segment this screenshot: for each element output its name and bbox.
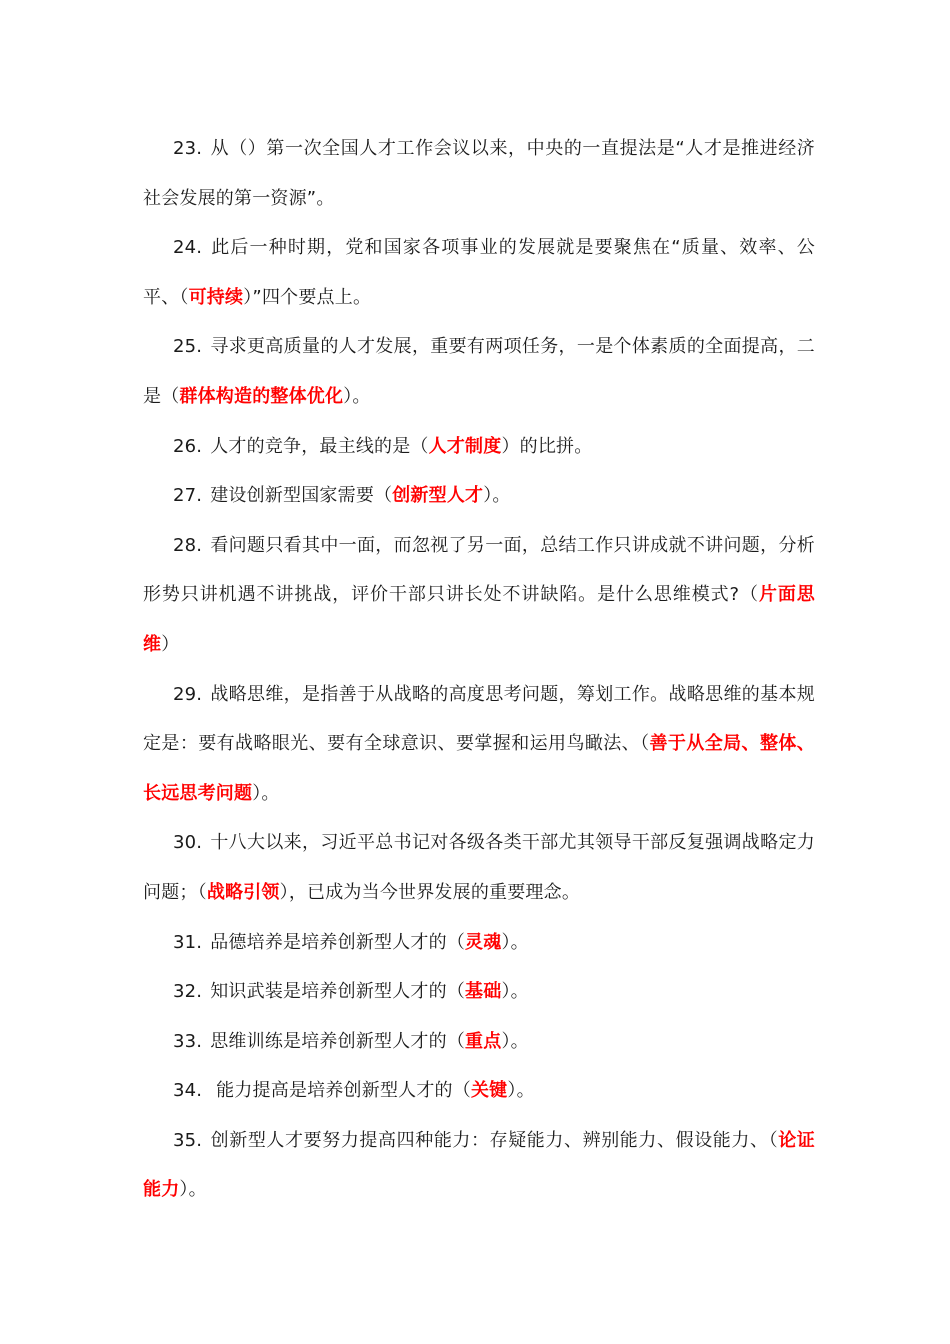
answer-text: 创新型人才 [392,485,484,507]
question-29 [143,670,815,819]
question-number: 32. [173,981,203,1003]
question-35 [143,1116,815,1215]
question-text-after: ）的比拼。 [501,435,593,457]
question-23 [143,124,815,223]
question-text-after: ）。 [343,385,371,407]
question-text: 从（）第一次全国人才工作会议以来，中央的一直提法是“人才是推进经济社会发展的第一资源”。 [143,138,815,209]
question-text-after: ），已成为当今世界发展的重要理念。 [279,881,581,903]
question-text-after: ）。 [501,981,529,1003]
question-number: 25. [173,336,203,358]
question-number: 26. [173,435,203,457]
question-32 [143,967,815,1017]
answer-text: 可持续 [188,286,244,308]
answer-text: 人才制度 [428,435,502,457]
question-list [143,124,815,1215]
question-31 [143,918,815,968]
answer-text: 战略引领 [206,881,280,903]
question-number: 24. [173,237,203,259]
answer-text: 论证能力 [143,1129,816,1201]
answer-text: 群体构造的整体优化 [179,385,344,407]
question-text-after: ）。 [507,1080,535,1102]
question-26 [143,422,815,472]
answer-text: 片面思维 [143,584,815,655]
question-text: 思维训练是培养创新型人才的（ [210,1030,466,1052]
question-24 [143,223,815,322]
question-25 [143,322,815,421]
question-text: 建设创新型国家需要（ [210,485,393,507]
question-text: 十八大以来，习近平总书记对各级各类干部尤其领导干部反复强调战略定力问题；（ [143,832,815,903]
answer-text: 灵魂 [465,931,502,953]
answer-text: 善于从全局、整体、长远思考问题 [143,733,815,804]
question-text-after: ）。 [483,485,511,507]
question-text: 能力提高是培养创新型人才的（ [210,1080,471,1102]
question-text: 品德培养是培养创新型人才的（ [210,931,466,953]
question-number: 33. [173,1030,203,1052]
question-text: 寻求更高质量的人才发展，重要有两项任务，一是个体素质的全面提高，二是（ [143,336,815,407]
question-27 [143,471,815,521]
question-text-after: ）。 [501,1030,529,1052]
question-number: 34. [173,1080,203,1102]
question-number: 31. [173,931,203,953]
question-text: 此后一种时期，党和国家各项事业的发展就是要聚焦在“质量、效率、公平、（ [143,237,815,308]
question-number: 23. [173,138,203,159]
question-number: 35. [173,1129,203,1151]
question-text-after: ）。 [501,931,529,953]
question-number: 28. [173,534,203,556]
question-34 [143,1066,815,1116]
answer-text: 基础 [465,981,502,1003]
question-text: 创新型人才要努力提高四种能力：存疑能力、辨别能力、假设能力、（ [210,1129,779,1151]
answer-text: 重点 [465,1030,502,1052]
question-text-after: ） [161,633,180,655]
question-text: 看问题只看其中一面，而忽视了另一面，总结工作只讲成就不讲问题，分析形势只讲机遇不讲挑战，评价干部只讲长处不讲缺陷。是什么思维模式?（ [143,534,815,606]
question-text: 知识武装是培养创新型人才的（ [210,981,466,1003]
question-text: 人才的竞争，最主线的是（ [210,435,429,457]
question-number: 30. [173,832,203,854]
question-text: 战略思维，是指善于从战略的高度思考问题，筹划工作。战略思维的基本规定是：要有战略眼光、要有全球意识、要掌握和运用鸟瞰法、（ [143,683,815,755]
question-text-after: ）。 [179,1179,207,1201]
question-30 [143,818,815,917]
question-33 [143,1017,815,1067]
question-28 [143,521,815,670]
question-number: 29. [173,683,203,705]
question-number: 27. [173,485,203,507]
question-text-after: ）”四个要点上。 [243,286,372,308]
question-text-after: ）。 [252,782,280,804]
answer-text: 关键 [470,1080,508,1102]
